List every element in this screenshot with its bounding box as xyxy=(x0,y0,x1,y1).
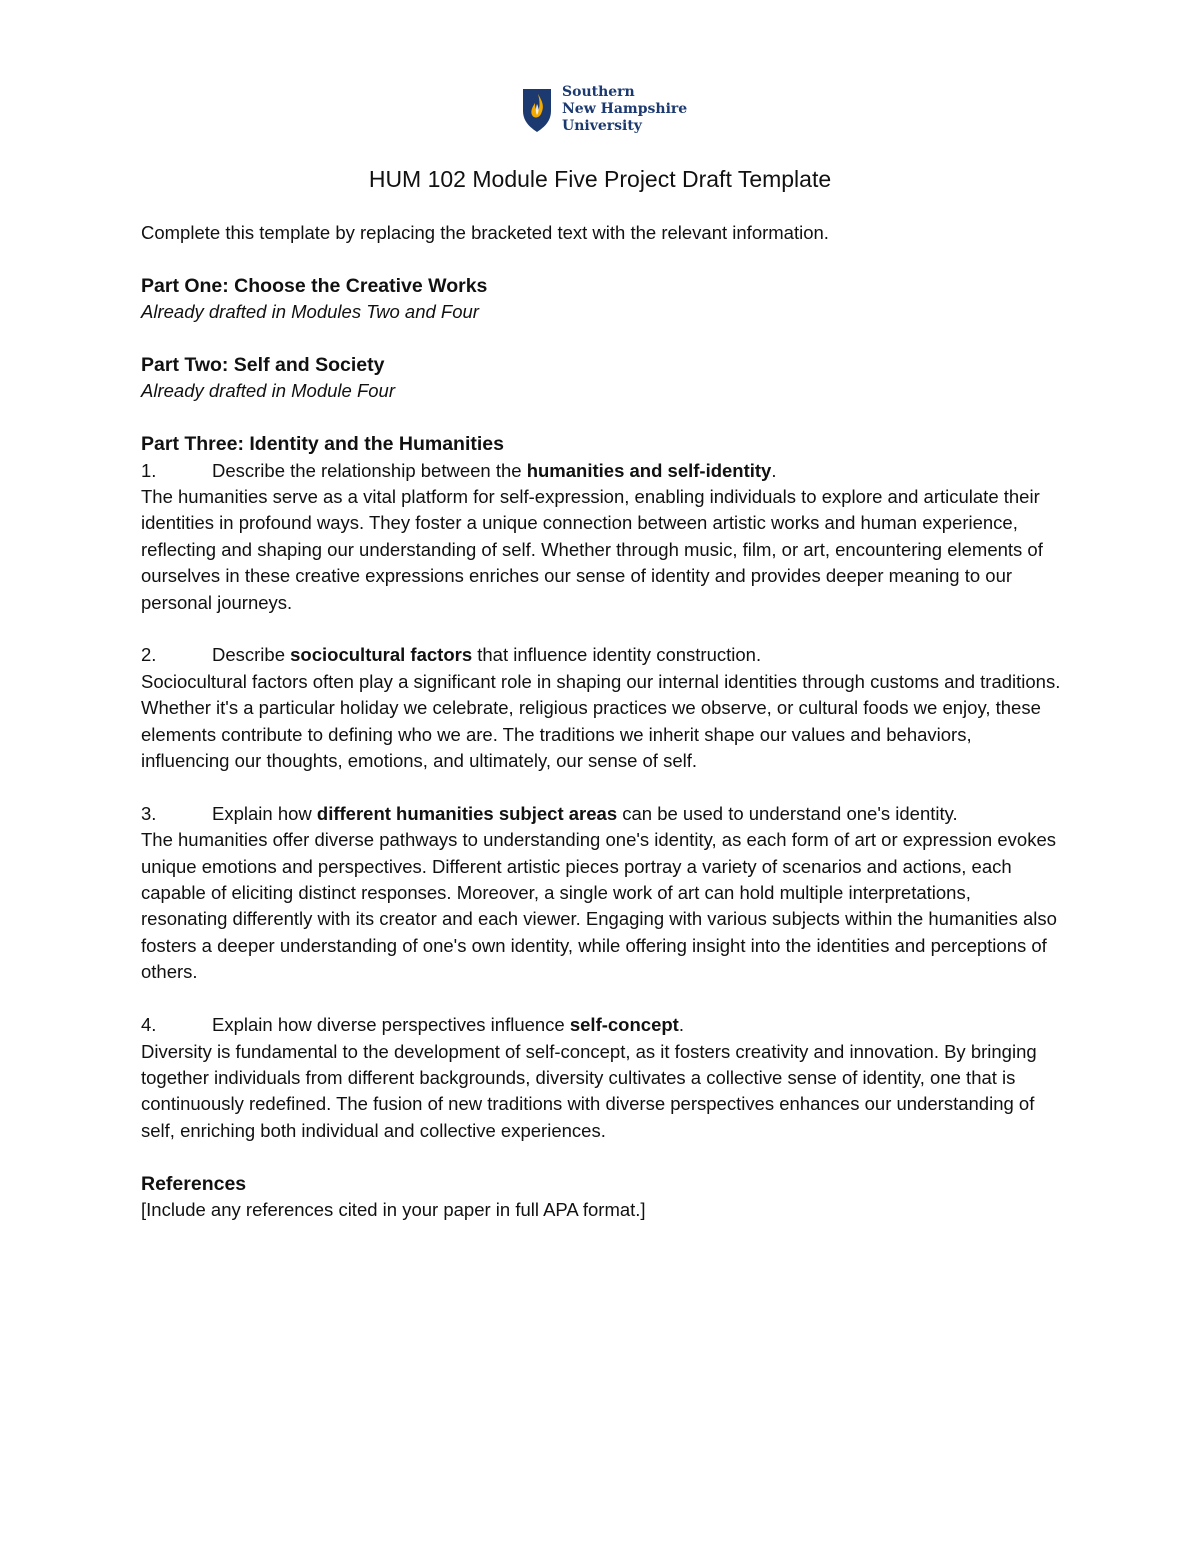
logo-line-3: University xyxy=(562,118,642,134)
question-4 xyxy=(141,1012,1061,1038)
part-two-heading: Part Two: Self and Society xyxy=(141,354,385,376)
question-3 xyxy=(141,801,1061,827)
answer-1: The humanities serve as a vital platform for self-expression, enabling individuals to explore and articulate their identities in profound ways. They foster a unique connection between artistic works and human experience, reflecting and shaping our understanding of self. Whether through music, film, or art, encountering elements of ourselves in these creative expressions enriches our sense of identity and provides deeper meaning to our personal journeys. xyxy=(141,486,1043,613)
document-body xyxy=(141,220,1061,1223)
answer-4: Diversity is fundamental to the development of self-concept, as it fosters creativity and innovation. By bringing together individuals from different backgrounds, diversity cultivates a collective sense of identity, one that is continuously redefined. The fusion of new traditions with diverse perspectives enhances our understanding of self, enriching both individual and collective experiences. xyxy=(141,1040,1037,1141)
question-number: 3. xyxy=(141,802,157,824)
question-2 xyxy=(141,642,1061,668)
references-text: [Include any references cited in your paper in full APA format.] xyxy=(141,1198,646,1220)
question-number: 1. xyxy=(141,459,157,481)
question-number: 4. xyxy=(141,1014,157,1036)
part-one-note: Already drafted in Modules Two and Four xyxy=(141,301,479,323)
question-prompt: Explain how different humanities subject areas can be used to understand one's identity. xyxy=(212,802,958,824)
answer-3: The humanities offer diverse pathways to understanding one's identity, as each form of art or expression evokes unique emotions and perspectives. Different artistic pieces portray a variety of scenarios and actions, each capable of eliciting distinct responses. Moreover, a single work of art can hold multiple interpretations, resonating differently with its creator and each viewer. Engaging with various subjects within the humanities also fosters a deeper understanding of one's own identity, while offering insight into the identities and perceptions of others. xyxy=(141,829,1057,983)
shield-flame-icon xyxy=(521,87,553,133)
logo-line-2: New Hampshire xyxy=(562,101,688,117)
part-one-heading: Part One: Choose the Creative Works xyxy=(141,274,488,297)
question-number: 2. xyxy=(141,644,157,666)
question-1 xyxy=(141,458,1061,484)
university-logo xyxy=(521,84,687,135)
question-prompt: Describe the relationship between the humanities and self-identity. xyxy=(212,459,777,481)
question-prompt: Explain how diverse perspectives influence self-concept. xyxy=(212,1014,684,1036)
question-prompt: Describe sociocultural factors that influence identity construction. xyxy=(212,644,762,666)
part-three-heading: Part Three: Identity and the Humanities xyxy=(141,433,504,456)
part-two-note: Already drafted in Module Four xyxy=(141,380,395,402)
answer-2: Sociocultural factors often play a significant role in shaping our internal identities through customs and traditions. Whether it's a particular holiday we celebrate, religious practices we observe, or cultural foods we enjoy, these elements contribute to defining who we are. The traditions we inherit shape our values and behaviors, influencing our thoughts, emotions, and ultimately, our sense of self. xyxy=(141,670,1061,772)
document-title: HUM 102 Module Five Project Draft Template xyxy=(368,166,832,192)
logo-wordmark xyxy=(562,84,687,135)
logo-line-1: Southern xyxy=(562,84,635,100)
references-heading: References xyxy=(141,1172,247,1195)
intro-text: Complete this template by replacing the bracketed text with the relevant information. xyxy=(141,222,829,243)
